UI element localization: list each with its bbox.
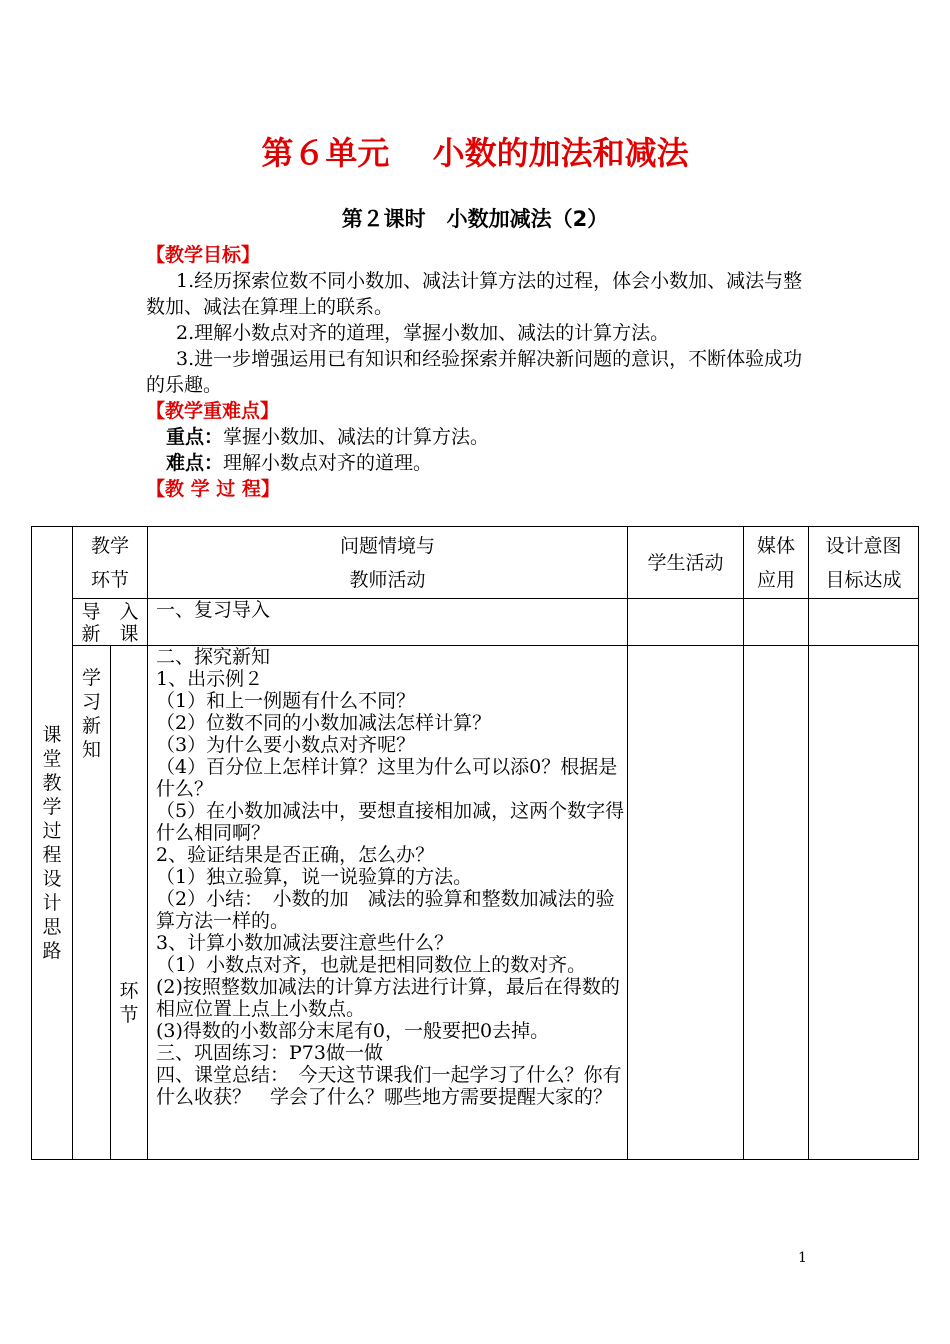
side-label: 课堂教学过程设计思路 <box>42 724 62 962</box>
header-media: 媒体 应用 <box>744 527 809 599</box>
header-design: 设计意图 目标达成 <box>809 527 919 599</box>
goal-item: 1.经历探索位数不同小数加、减法计算方法的过程，体会小数加、减法与整数加、减法在算理上的联系。 <box>146 270 803 318</box>
goals-heading: 【教学目标】 <box>146 244 261 266</box>
header-student: 学生活动 <box>628 527 744 599</box>
stage-learn: 学习新知 <box>73 646 111 1160</box>
lesson-plan-table <box>31 526 919 1160</box>
review-content: 一、复习导入 <box>148 599 628 646</box>
stage-inner: 环节 <box>111 646 148 1160</box>
header-stage: 教学 环节 <box>73 527 148 599</box>
difficulty-label: 难点： <box>166 452 224 474</box>
main-content: 二、探究新知 1、出示例２ （1）和上一例题有什么不同？ （2）位数不同的小数加减法怎样计算？ （3）为什么要小数点对齐呢？ （4）百分位上怎样计算？这里为什么可以添0？根据是什么？ （5）在小数加减法中，要想直接相加减，这两个数字得什么相同啊？ 2、验证结果是否正确，怎么办？ （1）独立验算，说一说验算的方法。 （2）小结： 小数的加 减法的验算和整数加减法的验算方法一样的。 3、计算小数加减法要注意些什么？ （1）小数点对齐，也就是把相同数位上的数对齐。 (2)按照整数加减法的计算方法进行计算，最后在得数的相应位置上点上小数点。 (3)得数的小数部分末尾有0，一般要把0去掉。 三、巩固练习：P73做一做 四、课堂总结： 今天这节课我们一起学习了什么？你有什么收获？ 学会了什么？哪些地方需要提醒大家的？ <box>148 646 628 1160</box>
goal-item: 2.理解小数点对齐的道理，掌握小数加、减法的计算方法。 <box>176 322 670 344</box>
unit-title: 第６单元 小数的加法和减法 <box>261 134 689 172</box>
design-cell <box>809 646 919 1160</box>
focus-text: 掌握小数加、减法的计算方法。 <box>223 426 490 448</box>
page-number: 1 <box>798 1250 807 1266</box>
process-heading: 【教 学 过 程】 <box>146 478 280 500</box>
key-points-heading: 【教学重难点】 <box>146 400 280 422</box>
lesson-intro <box>146 242 811 502</box>
focus-line <box>146 424 811 450</box>
media-cell <box>744 646 809 1160</box>
design-cell <box>809 599 919 646</box>
student-cell <box>628 599 744 646</box>
focus-label: 重点： <box>166 426 224 448</box>
header-activity: 问题情境与 教师活动 <box>148 527 628 599</box>
difficulty-text: 理解小数点对齐的道理。 <box>223 452 433 474</box>
goal-item: 3.进一步增强运用已有知识和经验探索并解决新问题的意识，不断体验成功的乐趣。 <box>146 348 803 396</box>
media-cell <box>744 599 809 646</box>
table-header-row <box>32 527 919 599</box>
lesson-subtitle: 第２课时 小数加减法（2） <box>341 207 609 231</box>
difficulty-line <box>146 450 811 476</box>
stage-intro: 导 入 新 课 <box>73 599 148 646</box>
table-row <box>32 599 919 646</box>
side-label-cell <box>32 527 73 1160</box>
student-cell <box>628 646 744 1160</box>
table-row <box>32 646 919 1160</box>
